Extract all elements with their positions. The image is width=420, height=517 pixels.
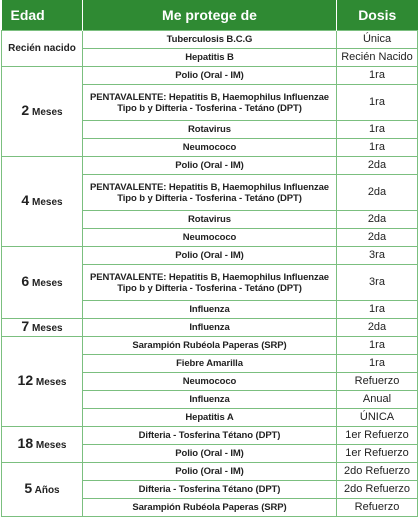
age-number: 6 — [21, 273, 30, 289]
dose-cell: 2da — [337, 175, 418, 211]
table-row — [2, 319, 418, 337]
vaccine-cell: Tuberculosis B.C.G — [83, 31, 337, 49]
age-number: 7 — [21, 318, 30, 334]
table-row — [2, 427, 418, 445]
age-cell — [2, 427, 83, 463]
vaccine-cell: Rotavirus — [83, 211, 337, 229]
vaccine-cell: Neumococo — [83, 229, 337, 247]
vaccine-cell: Polio (Oral - IM) — [83, 247, 337, 265]
vaccine-cell: PENTAVALENTE: Hepatitis B, Haemophilus Influenzae Tipo b y Difteria - Tosferina - Tetáno (DPT) — [83, 265, 337, 301]
age-unit: Meses — [32, 278, 63, 289]
header-dosis: Dosis — [337, 0, 418, 31]
dose-cell: 2da — [337, 157, 418, 175]
dose-cell: 1ra — [337, 139, 418, 157]
vaccine-cell: PENTAVALENTE: Hepatitis B, Haemophilus Influenzae Tipo b y Difteria - Tosferina - Tetáno (DPT) — [83, 175, 337, 211]
age-cell — [2, 157, 83, 247]
vaccine-cell: Influenza — [83, 319, 337, 337]
vaccine-cell: Polio (Oral - IM) — [83, 463, 337, 481]
age-number: 18 — [17, 435, 34, 451]
age-unit: Meses — [32, 197, 63, 208]
age-cell — [2, 337, 83, 427]
dose-cell: 3ra — [337, 265, 418, 301]
age-cell — [2, 67, 83, 157]
dose-cell: 1ra — [337, 337, 418, 355]
table-row — [2, 247, 418, 265]
vaccine-cell: Sarampión Rubéola Paperas (SRP) — [83, 499, 337, 517]
dose-cell: Refuerzo — [337, 373, 418, 391]
dose-cell: 1ra — [337, 121, 418, 139]
age-number: 12 — [17, 372, 34, 388]
age-number: 5 — [24, 480, 33, 496]
age-cell — [2, 319, 83, 337]
table-row — [2, 67, 418, 85]
dose-cell: 1er Refuerzo — [337, 445, 418, 463]
dose-cell: 1ra — [337, 355, 418, 373]
dose-cell: 1ra — [337, 85, 418, 121]
age-cell — [2, 463, 83, 517]
vaccine-cell: Neumococo — [83, 139, 337, 157]
dose-cell: 2da — [337, 319, 418, 337]
vaccine-cell: Difteria - Tosferina Tétano (DPT) — [83, 427, 337, 445]
table-row — [2, 463, 418, 481]
dose-cell: Refuerzo — [337, 499, 418, 517]
dose-cell: 3ra — [337, 247, 418, 265]
vaccine-cell: Influenza — [83, 391, 337, 409]
vaccine-cell: Polio (Oral - IM) — [83, 67, 337, 85]
dose-cell: ÚNICA — [337, 409, 418, 427]
age-unit: Meses — [35, 440, 67, 451]
dose-cell: Recién Nacido — [337, 49, 418, 67]
table-row — [2, 337, 418, 355]
dose-cell: 2do Refuerzo — [337, 463, 418, 481]
vaccine-cell: Influenza — [83, 301, 337, 319]
vaccine-cell: Fiebre Amarilla — [83, 355, 337, 373]
dose-cell: Única — [337, 31, 418, 49]
dose-cell: 1ra — [337, 301, 418, 319]
header-me-protege-de: Me protege de — [83, 0, 337, 31]
table-body — [2, 31, 418, 517]
table-header-row — [2, 0, 418, 31]
vaccine-cell: Hepatitis B — [83, 49, 337, 67]
vaccination-table — [1, 0, 418, 517]
age-cell — [2, 31, 83, 67]
vaccine-cell: PENTAVALENTE: Hepatitis B, Haemophilus Influenzae Tipo b y Difteria - Tosferina - Tetáno (DPT) — [83, 85, 337, 121]
dose-cell: 1er Refuerzo — [337, 427, 418, 445]
age-number: 4 — [21, 192, 30, 208]
vaccine-cell: Polio (Oral - IM) — [83, 157, 337, 175]
age-unit: Meses — [35, 377, 67, 388]
dose-cell: Anual — [337, 391, 418, 409]
vaccine-cell: Rotavirus — [83, 121, 337, 139]
vaccine-cell: Hepatitis A — [83, 409, 337, 427]
dose-cell: 2do Refuerzo — [337, 481, 418, 499]
vaccine-cell: Polio (Oral - IM) — [83, 445, 337, 463]
age-number: 2 — [21, 102, 30, 118]
age-unit: Años — [34, 485, 60, 496]
dose-cell: 1ra — [337, 67, 418, 85]
dose-cell: 2da — [337, 229, 418, 247]
vaccine-cell: Neumococo — [83, 373, 337, 391]
age-unit: Meses — [32, 107, 63, 118]
age-unit: Meses — [32, 323, 63, 334]
vaccine-cell: Sarampión Rubéola Paperas (SRP) — [83, 337, 337, 355]
table-row — [2, 31, 418, 49]
age-cell — [2, 247, 83, 319]
table-row — [2, 157, 418, 175]
dose-cell: 2da — [337, 211, 418, 229]
age-unit: Recién nacido — [8, 43, 76, 54]
header-edad: Edad — [2, 0, 83, 31]
vaccine-cell: Difteria - Tosferina Tétano (DPT) — [83, 481, 337, 499]
